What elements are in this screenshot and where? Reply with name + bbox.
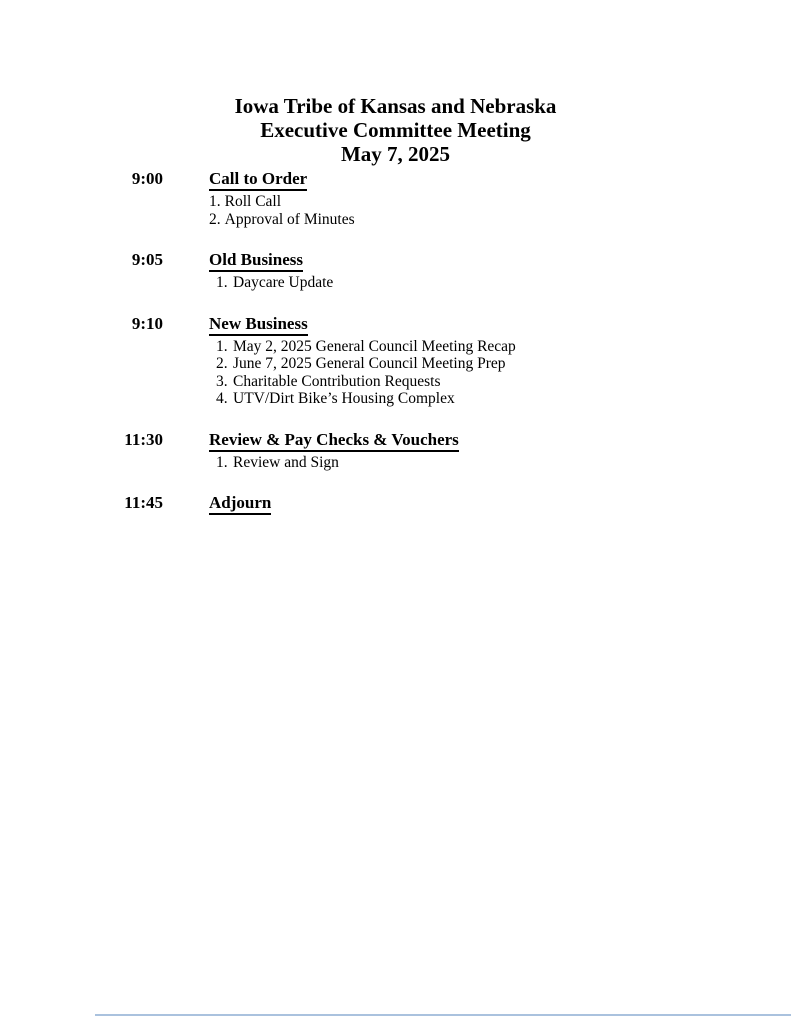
page-subtitle: Executive Committee Meeting bbox=[260, 118, 531, 142]
item-number: 1. bbox=[216, 274, 228, 291]
section-heading: Old Business bbox=[209, 250, 303, 272]
section-content bbox=[209, 169, 355, 228]
page-title: Iowa Tribe of Kansas and Nebraska bbox=[234, 94, 557, 118]
section-heading: Call to Order bbox=[209, 169, 307, 191]
section-content bbox=[209, 430, 459, 472]
item-number: 2. bbox=[209, 210, 221, 228]
item-number: 3. bbox=[216, 372, 228, 390]
agenda-item bbox=[209, 193, 355, 211]
item-text: UTV/Dirt Bike’s Housing Complex bbox=[233, 390, 455, 407]
agenda-section-call-to-order bbox=[0, 168, 791, 228]
agenda-item bbox=[209, 454, 459, 472]
agenda-item bbox=[209, 390, 516, 408]
agenda-section-review-pay bbox=[0, 429, 791, 472]
item-number: 1. bbox=[216, 453, 228, 471]
section-content bbox=[209, 314, 516, 408]
section-heading: Adjourn bbox=[209, 493, 271, 515]
time-label: 9:05 bbox=[131, 250, 163, 269]
meeting-date: May 7, 2025 bbox=[340, 142, 451, 166]
item-text: June 7, 2025 General Council Meeting Prep bbox=[233, 355, 506, 372]
document-header bbox=[0, 0, 791, 166]
section-heading: New Business bbox=[209, 314, 308, 336]
agenda-item bbox=[209, 211, 355, 229]
agenda-section-old-business bbox=[0, 249, 791, 292]
item-number: 1. bbox=[216, 337, 228, 355]
item-text: Charitable Contribution Requests bbox=[233, 372, 441, 390]
agenda-section-adjourn bbox=[0, 492, 791, 517]
item-text: Roll Call bbox=[224, 193, 282, 210]
item-number: 2. bbox=[216, 355, 228, 372]
agenda-section-new-business bbox=[0, 313, 791, 408]
section-heading: Review & Pay Checks & Vouchers bbox=[209, 430, 459, 452]
section-content bbox=[209, 493, 271, 517]
section-content bbox=[209, 250, 333, 292]
time-label: 9:10 bbox=[131, 313, 163, 333]
time-label: 11:45 bbox=[124, 493, 163, 512]
time-label: 11:30 bbox=[124, 429, 163, 449]
agenda-item bbox=[209, 373, 516, 391]
item-text: Review and Sign bbox=[233, 453, 339, 471]
agenda-item bbox=[209, 338, 516, 356]
item-text: Approval of Minutes bbox=[224, 210, 355, 228]
time-label: 9:00 bbox=[131, 169, 163, 188]
item-text: May 2, 2025 General Council Meeting Recap bbox=[233, 337, 516, 355]
agenda-item bbox=[209, 274, 333, 292]
page-bottom-rule bbox=[95, 1014, 791, 1016]
agenda-item bbox=[209, 355, 516, 373]
item-number: 4. bbox=[216, 390, 228, 407]
item-number: 1. bbox=[209, 193, 221, 210]
item-text: Daycare Update bbox=[233, 274, 334, 291]
